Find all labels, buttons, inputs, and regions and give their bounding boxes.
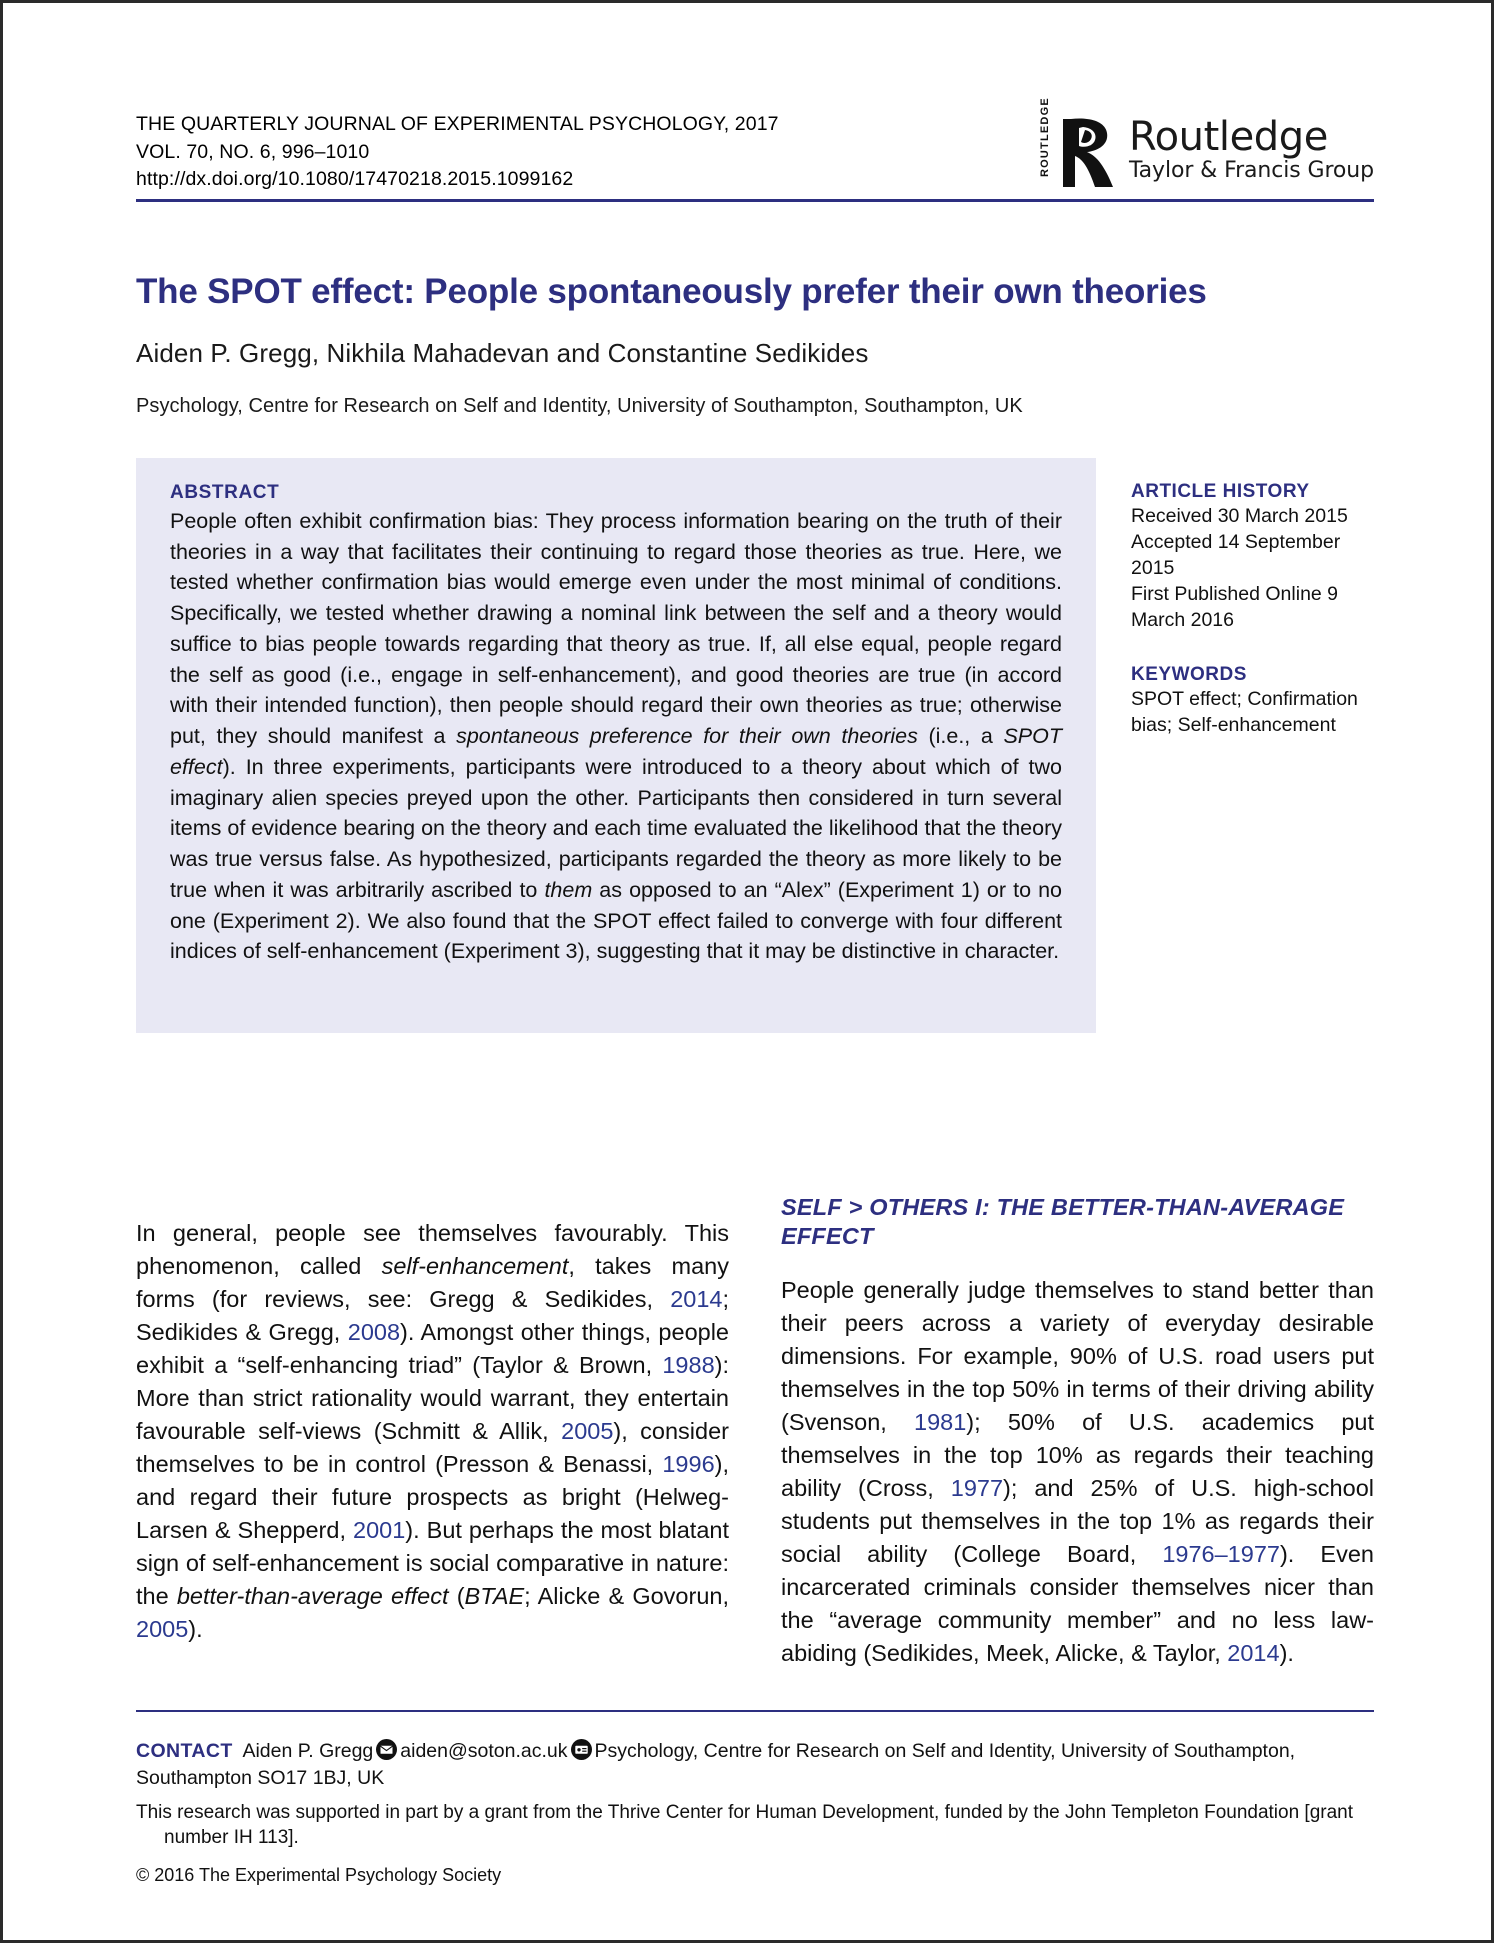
citation-link[interactable]: 1981 [914, 1408, 967, 1435]
routledge-r-face-logo [1061, 115, 1117, 196]
abstract-box [136, 458, 1096, 1033]
btae-paragraph: People generally judge themselves to stand better than their peers across a variety of everyday desirable dimensions. For example, 90% of U.S. road users put themselves in the top 50% in terms of their driving ability (Svenson, 1981); 50% of U.S. academics put themselves in the top 10% as regards their teaching ability (Cross, 1977); and 25% of U.S. high-school students put themselves in the top 1% as regards their social ability (College Board, 1976–1977). Even incarcerated criminals consider themselves nicer than the “average community member” and no less law-abiding (Sedikides, Meek, Alicke, & Taylor, 2014). [781, 1276, 1374, 1666]
citation-link[interactable]: 2014 [1227, 1639, 1280, 1666]
citation-link[interactable]: 1977 [950, 1474, 1004, 1501]
footer [136, 1738, 1374, 1886]
contact-line [136, 1738, 1374, 1791]
journal-title-line: THE QUARTERLY JOURNAL OF EXPERIMENTAL PSYCHOLOGY, 2017 [136, 113, 779, 135]
routledge-vertical-text: ROUTLEDGE [1038, 97, 1051, 177]
article-published-date: First Published Online 9 March 2016 [1131, 582, 1339, 631]
header-divider [136, 199, 1374, 202]
contact-address: Psychology, Centre for Research on Self and Identity, University of Southampton, Southampton SO17 1BJ, UK [136, 1740, 1296, 1789]
footer-divider [136, 1710, 1374, 1712]
address-card-icon [571, 1739, 592, 1760]
section-heading-btae: SELF > OTHERS I: THE BETTER-THAN-AVERAGE EFFECT [781, 1194, 1345, 1249]
contact-name: Aiden P. Gregg [242, 1740, 374, 1762]
contact-email[interactable]: aiden@soton.ac.uk [400, 1740, 568, 1762]
journal-doi-link[interactable]: http://dx.doi.org/10.1080/17470218.2015.1099162 [136, 168, 574, 191]
publisher-tagline: Taylor & Francis Group [1128, 158, 1374, 183]
citation-link[interactable]: 1976–1977 [1162, 1540, 1280, 1567]
intro-paragraph: In general, people see themselves favourably. This phenomenon, called self-enhancement, takes many forms (for reviews, see: Gregg & Sedikides, 2014; Sedikides & Gregg, 2008). Amongst other things, people exhibit a “self-enhancing triad” (Taylor & Brown, 1988): More than strict rationality would warrant, they entertain favourable self-views (Schmitt & Allik, 2005), consider themselves to be in control (Presson & Benassi, 1996), and regard their future prospects as bright (Helweg-Larsen & Shepperd, 2001). But perhaps the most blatant sign of self-enhancement is social comparative in nature: the better-than-average effect (BTAE; Alicke & Govorun, 2005). [136, 1219, 730, 1642]
article-accepted-date: Accepted 14 September 2015 [1131, 530, 1341, 579]
envelope-icon [376, 1739, 397, 1760]
citation-link[interactable]: 2005 [561, 1417, 614, 1444]
affiliation: Psychology, Centre for Research on Self and Identity, University of Southampton, Southampton, UK [136, 395, 1023, 417]
citation-link[interactable]: 1988 [662, 1351, 715, 1378]
publisher-name: Routledge [1128, 114, 1328, 160]
journal-volume-line: VOL. 70, NO. 6, 996–1010 [136, 140, 370, 163]
page-title: The SPOT effect: People spontaneously prefer their own theories [136, 272, 1207, 311]
author-list: Aiden P. Gregg, Nikhila Mahadevan and Constantine Sedikides [136, 338, 869, 368]
article-history-heading: ARTICLE HISTORY [1131, 481, 1310, 502]
keywords-heading: KEYWORDS [1131, 663, 1247, 685]
abstract-text: People often exhibit confirmation bias: They process information bearing on the truth of their theories in a way that facilitates their continuing to regard those theories as true. Here, we tested whether confirmation bias would emerge even under the most minimal of conditions. Specifically, we tested whether drawing a nominal link between the self and a theory would suffice to bias people towards regarding that theory as true. If, all else equal, people regard the self as good (i.e., engage in self-enhancement), and good theories are true (in accord with their intended function), then people should regard their own theories as true; otherwise put, they should manifest a spontaneous preference for their own theories (i.e., a SPOT effect). In three experiments, participants were introduced to a theory about which of two imaginary alien species preyed upon the other. Participants then considered in turn several items of evidence bearing on the theory and each time evaluated the likelihood that the theory was true versus false. As hypothesized, participants regarded the theory as more likely to be true when it was arbitrarily ascribed to them as opposed to an “Alex” (Experiment 1) or to no one (Experiment 2). We also found that the SPOT effect failed to converge with four different indices of self-enhancement (Experiment 3), suggesting that it may be distinctive in character. [170, 509, 1062, 964]
left-column [136, 1193, 729, 1694]
masthead [136, 97, 1374, 196]
citation-link[interactable]: 1996 [662, 1450, 715, 1477]
contact-label: CONTACT [136, 1740, 233, 1762]
citation-link[interactable]: 2014 [670, 1285, 723, 1312]
article-metadata-sidebar [1131, 481, 1381, 738]
keywords-list: SPOT effect; Confirmation bias; Self-enhancement [1131, 687, 1358, 736]
funding-note: This research was supported in part by a grant from the Thrive Center for Human Development, funded by the John Templeton Foundation [grant number IH 113]. [136, 1802, 1354, 1849]
right-column [781, 1193, 1374, 1694]
journal-identifier-block [136, 111, 779, 194]
copyright-notice: © 2016 The Experimental Psychology Society [136, 1864, 502, 1885]
citation-link[interactable]: 2008 [347, 1318, 401, 1345]
citation-link[interactable]: 2005 [136, 1615, 189, 1642]
body-columns [136, 1193, 1374, 1694]
citation-link[interactable]: 2001 [353, 1516, 406, 1543]
abstract-heading: ABSTRACT [170, 482, 280, 503]
publisher-wordmark [1129, 115, 1374, 182]
article-received-date: Received 30 March 2015 [1131, 505, 1348, 527]
publisher-logo [1038, 97, 1374, 196]
